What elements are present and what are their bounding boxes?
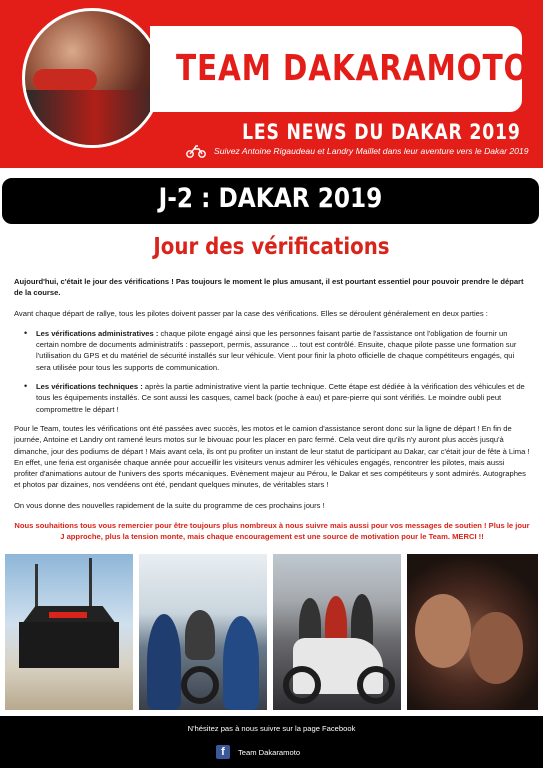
- tent-logo: [49, 612, 87, 618]
- rider-suit-shape: [25, 90, 162, 145]
- list-item-text: chaque pilote engagé ainsi que les personnes faisant partie de l'assistance ont l'obligation de fournir un certain nombre de documents administratifs : passeport, permis, assurance ... tout est contrôlé. Ensuite, chaque pilote passe une formation sur l'utilisation du GPS et du matériel de sécurité installés sur leur véhicule. Vient pour finir la photo officielle de chaque compétiteurs engagés, qui sera utilisée pour tous les supports de communication.: [36, 328, 517, 372]
- wheel-shape: [357, 666, 395, 704]
- article-body: [14, 276, 530, 552]
- cap-shape: [33, 69, 97, 91]
- face-shape: [469, 612, 523, 684]
- person-shape: [147, 614, 181, 710]
- footer-callout: N'hésitez pas à nous suivre sur la page Facebook: [187, 724, 356, 733]
- follow-tagline: Suivez Antoine Rigaudeau et Landry Maillet dans leur aventure vers le Dakar 2019: [214, 146, 529, 156]
- photo-gallery: [5, 554, 538, 710]
- article-paragraph: On vous donne des nouvelles rapidement de la suite du programme de ces prochains jours !: [14, 500, 325, 510]
- article-paragraph: Pour le Team, toutes les vérifications ont été passées avec succès, les motos et le camion d'assistance seront donc sur la ligne de départ ! En fin de journée, Antoine et Landry ont ramené leurs motos sur le bivouac pour les placer en parc fermé. Cela veut dire qu'ils n'y auront plus accès jusqu'à dimanche, jour des podiums de départ ! Mais avant cela, ils ont pu profiter un instant de leur statut de participant au Dakar, car c'était jour de fête à Lima ! En effet, une feria est organisée chaque année pour accueillir les visiteurs venus admirer les véhicules engagés, rencontrer les pilotes, mais aussi profiter d'animations autour de l'univers des sports mécaniques. Evènement majeur au Pérou, le Dakar et ses compétiteurs y sont admirés. Autographes et photos par dizaines, nos vendéens ont été, pendant quelques minutes, de véritables stars !: [14, 423, 530, 490]
- list-item: [24, 328, 530, 373]
- facebook-icon[interactable]: f: [216, 745, 230, 759]
- team-title: TEAM DAKARAMOTO: [176, 48, 530, 89]
- wheel-shape: [283, 666, 321, 704]
- list-item-text: après la partie administrative vient la partie technique. Cette étape est dédiée à la vérification des véhicules et de tous les équipements installés. Ce sont aussi les casques, camel back (poche à eau) et pare-pierre qui sont vérifiés. Le moindre oubli peut compromettre le départ !: [36, 382, 525, 414]
- motorcycle-icon: [186, 144, 206, 158]
- face-shape: [415, 594, 471, 668]
- list-item-lead: Les vérifications administratives :: [36, 328, 159, 338]
- gallery-photo-selfie: [407, 554, 538, 710]
- thanks-message: Nous souhaitions tous vous remercier pour être toujours plus nombreux à nous suivre mais aussi pour vos messages de soutien ! Plus le jour J approche, plus la tension monte, mais chaque encouragement est une source de motivation pour le Team. MERCI !!: [14, 521, 530, 542]
- facebook-page-link[interactable]: Team Dakaramoto: [238, 748, 301, 757]
- team-riders-photo: [22, 8, 162, 148]
- article-paragraph: Avant chaque départ de rallye, tous les pilotes doivent passer par la case des vérifications. Elles se déroulent généralement en deux parties :: [14, 308, 488, 318]
- gallery-photo-riders-bikes: [273, 554, 401, 710]
- article-heading: Jour des vérifications: [153, 234, 390, 260]
- wheel-shape: [181, 666, 219, 704]
- list-item: [24, 381, 530, 415]
- countdown-title: J-2 : DAKAR 2019: [158, 183, 383, 214]
- person-shape: [223, 616, 259, 710]
- verification-list: [14, 328, 530, 415]
- newsletter-title: LES NEWS DU DAKAR 2019: [242, 120, 521, 144]
- article-intro: Aujourd'hui, c'était le jour des vérifications ! Pas toujours le moment le plus amusant, il est pourtant essentiel pour pouvoir prendre le départ de la course.: [14, 277, 524, 298]
- gallery-photo-tent: [5, 554, 133, 710]
- team-tent: [19, 622, 119, 668]
- person-shape: [185, 610, 215, 660]
- list-item-lead: Les vérifications techniques :: [36, 382, 143, 392]
- gallery-photo-technical-check: [139, 554, 267, 710]
